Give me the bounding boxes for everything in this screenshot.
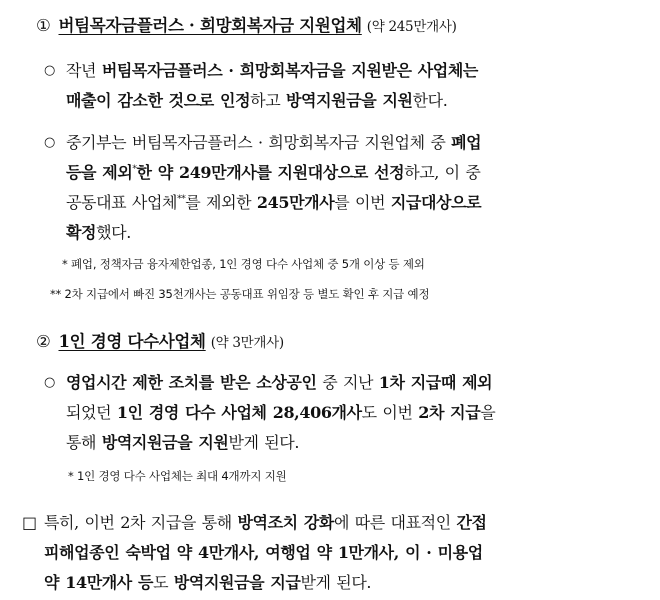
section2-note: (약 3만개사)	[210, 335, 284, 351]
text-run: 도 이번	[361, 403, 419, 422]
section1-title: 버팀목자금플러스 · 희망회복자금 지원업체	[58, 16, 362, 35]
bullet-b-line4	[66, 218, 636, 248]
section2-line3	[66, 428, 636, 458]
section2-bullet	[66, 368, 636, 458]
footnote-ref: **	[177, 194, 186, 205]
text-run-bold: 1차 지급때 제외	[378, 373, 493, 392]
text-run: 에 따른 대표적인	[333, 513, 457, 532]
bullet-marker: ○	[44, 375, 56, 390]
section2-line2	[66, 398, 636, 428]
text-run: 되었던	[66, 403, 117, 422]
footnote-3: * 1인 경영 다수 사업체는 최대 4개까지 지원	[68, 469, 287, 483]
text-run-bold: 확정	[66, 223, 97, 242]
closing-line1	[44, 508, 644, 538]
box-marker: □	[22, 513, 38, 532]
text-run-bold: 등을 제외	[66, 163, 133, 182]
bullet-marker: ○	[44, 135, 56, 150]
text-run: 했다.	[96, 223, 131, 242]
text-run: 한다.	[412, 91, 448, 110]
section2-title: 1인 경영 다수사업체	[58, 332, 206, 351]
text-run: 작년	[66, 61, 102, 80]
text-run-bold: 약 14만개사 등	[44, 573, 154, 592]
section2-heading	[36, 328, 284, 352]
text-run-bold: 간접	[456, 513, 487, 532]
footnote-ref: *	[132, 164, 137, 175]
text-run: 를 이번	[334, 193, 391, 212]
text-run: 통해	[66, 433, 102, 452]
text-run: 받게 된다.	[228, 433, 300, 452]
closing-line3	[44, 568, 644, 598]
text-run-bold: 영업시간 제한 조치를 받은 소상공인	[66, 373, 317, 392]
bullet-b-line2	[66, 158, 636, 188]
text-run-bold: 버팀목자금플러스 · 희망회복자금을 지원받은 사업체는	[101, 61, 478, 80]
bullet-a-line1	[66, 56, 626, 86]
text-run: 중 지난	[316, 373, 379, 392]
section2-line1	[66, 368, 636, 398]
section1-number: ①	[36, 16, 51, 35]
text-run: 하고, 이 중	[404, 163, 481, 182]
text-run: 중기부는 버팀목자금플러스 · 희망회복자금 지원업체 중	[66, 133, 452, 152]
text-run-bold: 방역지원금을 지원	[101, 433, 229, 452]
text-run-bold: 방역지원금을 지급	[173, 573, 301, 592]
text-run-bold: 방역조치 강화	[237, 513, 334, 532]
text-run-bold: 지급대상으로	[390, 193, 482, 212]
text-run-bold: 2차 지급	[418, 403, 481, 422]
text-run-bold: 한 약 249만개사를 지원대상으로 선정	[136, 163, 405, 182]
closing-paragraph	[44, 508, 644, 598]
bullet-b-line3	[66, 188, 636, 218]
text-run-bold: 방역지원금을 지원	[285, 91, 413, 110]
footnote-2: ** 2차 지급에서 빠진 35천개사는 공동대표 위임장 등 별도 확인 후 지급 예정	[50, 287, 430, 301]
text-run: 를 제외한	[185, 193, 257, 212]
footnote-1: * 폐업, 정책자금 융자제한업종, 1인 경영 다수 사업체 중 5개 이상 등 제외	[62, 257, 425, 271]
section1-bullet-a	[66, 56, 626, 116]
text-run: 공동대표 사업체	[66, 193, 178, 212]
text-run-bold: 폐업	[451, 133, 482, 152]
text-run: 을	[480, 403, 496, 422]
text-run: 받게 된다.	[300, 573, 372, 592]
text-run-bold: 매출이 감소한 것으로 인정	[66, 91, 251, 110]
section1-bullet-b	[66, 128, 636, 248]
closing-line2	[44, 538, 644, 568]
text-run-bold: 피해업종인 숙박업 약 4만개사, 여행업 약 1만개사, 이 · 미용업	[44, 543, 483, 562]
bullet-a-line2	[66, 86, 626, 116]
text-run-bold: 1인 경영 다수 사업체 28,406개사	[116, 403, 362, 422]
text-run: 특히, 이번 2차 지급을 통해	[44, 513, 238, 532]
text-run: 하고	[250, 91, 286, 110]
section1-note: (약 245만개사)	[366, 19, 457, 35]
section2-number: ②	[36, 332, 51, 351]
text-run: 도	[153, 573, 174, 592]
section1-heading	[36, 12, 457, 36]
bullet-b-line1	[66, 128, 636, 158]
text-run-bold: 245만개사	[256, 193, 335, 212]
bullet-marker: ○	[44, 63, 56, 78]
